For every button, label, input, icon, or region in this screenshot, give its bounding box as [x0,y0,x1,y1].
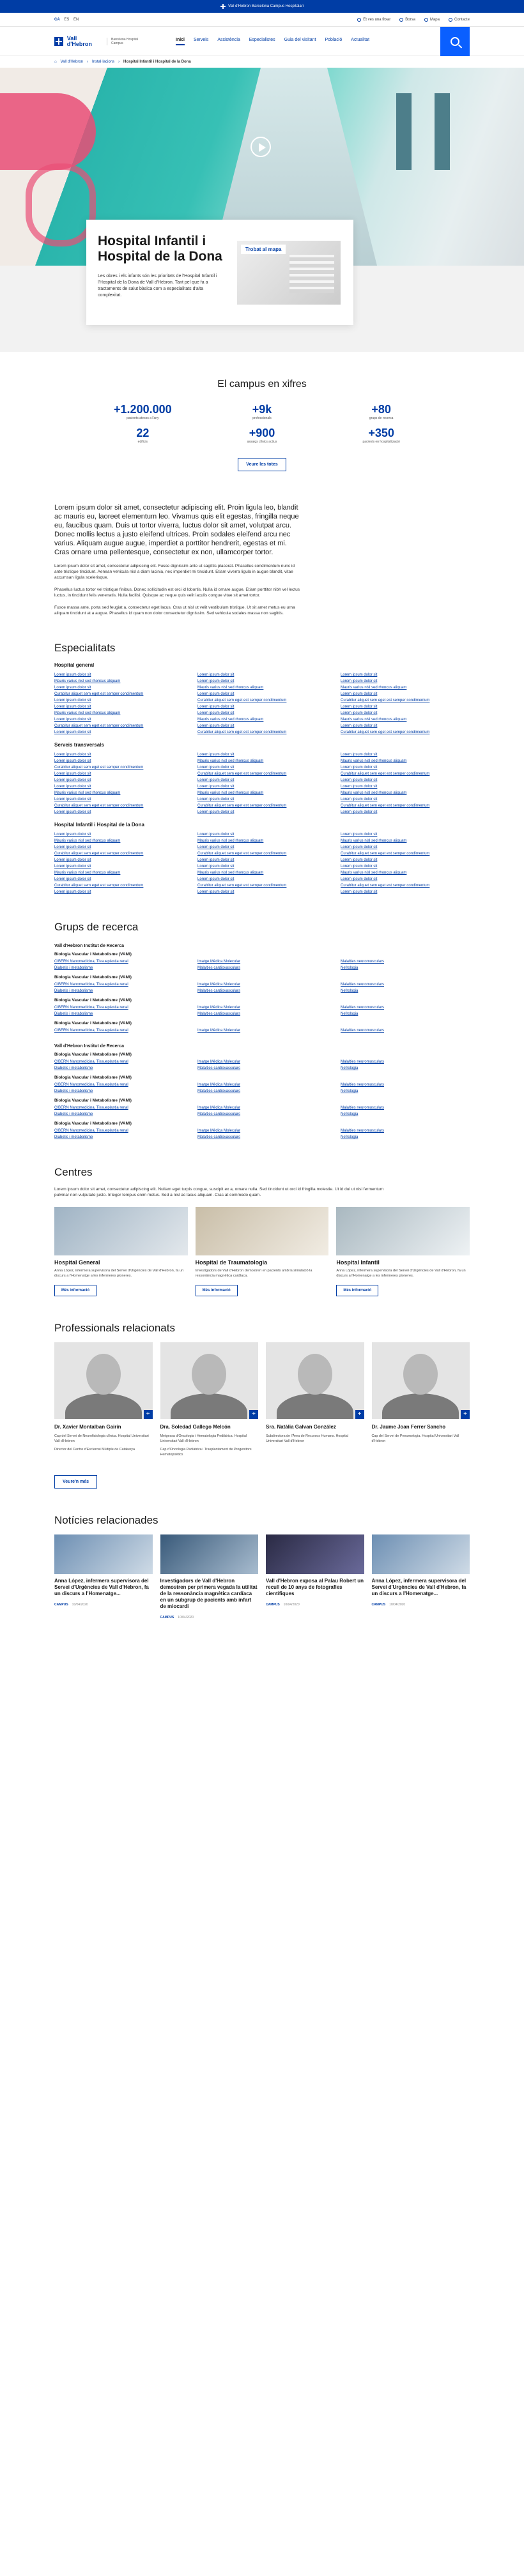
breadcrumb: ⌂ Vall d'Hebron › Instal·lacions › Hospital Infantil i Hospital de la Dona [54,60,191,64]
specialty-link[interactable]: Curabitur aliquet sem eget est semper condimentum [54,852,144,856]
specialty-link[interactable]: Curabitur aliquet sem eget est semper condimentum [341,884,430,888]
specialty-link[interactable]: Lorem ipsum dolor sit [341,705,378,709]
news-image [266,1534,364,1574]
specialty-link[interactable]: Curabitur aliquet sem eget est semper condimentum [197,699,287,702]
specialty-link[interactable]: Curabitur aliquet sem eget est semper condimentum [341,731,430,734]
specialty-link[interactable]: Mauris varius nisl sed rhoncus aliquam [341,686,407,690]
specialty-link[interactable]: Lorem ipsum dolor sit [197,785,235,789]
centre-card: Hospital de Traumatologia Investigadors de Vall d'Hebron demostren en pacients amb la simulació la ressonància magnètica cardíaca. Més informació [196,1207,329,1296]
specialty-link[interactable]: Curabitur aliquet sem eget est semper condimentum [341,804,430,808]
specialty-link[interactable]: Lorem ipsum dolor sit [197,890,235,894]
news-card[interactable]: Investigadors de Vall d'Hebron demostren per primera vegada la utilitat de la ressonància magnètica cardíaca en un subgrup de pacients amb infart de miocardi CAMPUS 10/04/2020 [160,1534,259,1619]
specialty-link[interactable]: Lorem ipsum dolor sit [54,686,91,690]
avatar [372,1342,470,1419]
research-link[interactable]: Imatge Mèdica Molecular [197,1106,241,1110]
centre-image [196,1207,329,1255]
specialty-group-title: Serveis transversals [54,742,104,748]
professional-card[interactable]: + Sra. Natàlia Galvan González Subdirectora de l'Àrea de Recursos Humans. Hospital Universitari Vall d'Hebron [266,1342,364,1461]
more-info-button[interactable]: Més informació [54,1285,96,1296]
specialty-link[interactable]: Lorem ipsum dolor sit [341,785,378,789]
research-link[interactable]: Imatge Mèdica Molecular [197,1083,241,1087]
specialty-link[interactable]: Lorem ipsum dolor sit [54,778,91,782]
language-switcher [54,18,82,22]
stat: +80 grups de recerca [369,403,394,420]
specialty-link[interactable]: Lorem ipsum dolor sit [54,759,91,763]
specialty-link[interactable]: Lorem ipsum dolor sit [341,798,378,801]
research-group-title: Biologia Vascular i Metabolisme (VAMI) [54,1052,132,1057]
specialty-link[interactable]: Lorem ipsum dolor sit [341,692,378,696]
research-link[interactable]: Diabetis i metabolisme [54,1066,93,1070]
research-link[interactable]: Nefrologia [341,989,358,993]
specialty-link[interactable]: Lorem ipsum dolor sit [197,778,235,782]
specialty-link[interactable]: Mauris varius nisl sed rhoncus aliquam [341,718,407,722]
specialty-link[interactable]: Curabitur aliquet sem eget est semper condimentum [197,804,287,808]
map-pin-icon [424,18,428,22]
specialty-link[interactable]: Lorem ipsum dolor sit [54,673,91,677]
specialty-link[interactable]: Curabitur aliquet sem eget est semper condimentum [54,884,144,888]
specialty-link[interactable]: Lorem ipsum dolor sit [341,724,378,728]
specialty-link[interactable]: Curabitur aliquet sem eget est semper condimentum [341,852,430,856]
specialty-link[interactable]: Curabitur aliquet sem eget est semper condimentum [341,772,430,776]
avatar [54,1342,153,1419]
specialty-link[interactable]: Curabitur aliquet sem eget est semper condimentum [197,772,287,776]
main-nav [176,38,369,45]
professional-card[interactable]: + Dr. Xavier Montalban Gairin Cap del Servei de Neurofisiologia clínica. Hospital Universitari Vall d'Hebron Director del Centre d'Esclerosi Múltiple de Catalunya [54,1342,153,1461]
top-bar [0,0,524,13]
stat: 22 edificis [136,427,150,444]
research-link[interactable]: CIBERN Nanomedicina, Tissueplastia renal [54,1083,128,1087]
research-link[interactable]: Nefrologia [341,966,358,970]
specialty-link[interactable]: Lorem ipsum dolor sit [197,858,235,862]
play-video-icon[interactable] [250,137,271,157]
breadcrumb-item[interactable]: Instal·lacions [92,60,115,64]
nav-item-serveis[interactable]: Serveis [194,38,209,42]
specialty-link[interactable]: Lorem ipsum dolor sit [341,673,378,677]
specialty-link[interactable]: Lorem ipsum dolor sit [197,865,235,868]
specialty-link[interactable]: Mauris varius nisl sed rhoncus aliquam [54,871,121,875]
specialty-link[interactable]: Curabitur aliquet sem eget est semper condimentum [197,852,287,856]
specialty-link[interactable]: Lorem ipsum dolor sit [197,798,235,801]
research-link[interactable]: Diabetis i metabolisme [54,1112,93,1116]
paragraph: Fusce massa ante, porta sed feugiat a, consectetur eget lacus. Cras ut nisl ut velit vestibulum tristique. Ut sit amet metus eu urna aliquam tincidunt at a augue. Phasellus id quam non dolor consectetur dignissim. Sed vehicula sodales massa non sagittis. [54,605,295,616]
section-title: Notícies relacionades [54,1514,158,1526]
research-group-title: Biologia Vascular i Metabolisme (VAMI) [54,1121,132,1126]
research-link[interactable]: Malalties cardiovasculars [197,1012,241,1016]
research-link[interactable]: CIBERN Nanomedicina, Tissueplastia renal [54,960,128,964]
centre-card: Hospital Infantil Anna López, infermera supervisora del Servei d'Urgències de Vall d'Hebron, fa un discurs a l'Homenatge a les infermeres pioneres. Més informació [336,1207,470,1296]
research-group-title: Biologia Vascular i Metabolisme (VAMI) [54,1021,132,1026]
specialty-link[interactable]: Mauris varius nisl sed rhoncus aliquam [341,839,407,843]
specialty-link[interactable]: Lorem ipsum dolor sit [54,718,91,722]
cross-icon [220,4,226,9]
specialty-link[interactable]: Lorem ipsum dolor sit [341,810,378,814]
research-link[interactable]: Malalties cardiovasculars [197,1135,241,1139]
news-image [54,1534,153,1574]
plus-icon[interactable]: + [461,1410,470,1419]
util-link-contacte[interactable]: Contacte [449,18,470,22]
research-link[interactable]: Diabetis i metabolisme [54,1135,93,1139]
section-description: Lorem ipsum dolor sit amet, consectetur adipiscing elit. Nullam eget turpis congue, suscipit ex a, ornare nulla. Sed tincidunt ut orci id fringilla molestie. Ut id dui ut nisi fermentum pulvinar non vulputate justo. Integer tempus enim metus. Sed a nisl ac lacus aliquam. Cras at commodo quam. [54,1187,384,1197]
specialty-link[interactable]: Lorem ipsum dolor sit [197,692,235,696]
specialty-link[interactable]: Lorem ipsum dolor sit [197,845,235,849]
see-more-button[interactable]: Veure'n més [54,1475,97,1489]
home-icon[interactable]: ⌂ [54,60,57,64]
page-title: Hospital Infantil i Hospital de la Dona [98,234,222,264]
find-on-map-button[interactable]: Trobat al mapa [241,245,286,254]
specialty-group-title: Hospital general [54,662,95,668]
research-link[interactable]: Diabetis i metabolisme [54,1089,93,1093]
specialty-link[interactable]: Mauris varius nisl sed rhoncus aliquam [54,791,121,795]
specialty-link[interactable]: Lorem ipsum dolor sit [54,810,91,814]
specialty-link[interactable]: Lorem ipsum dolor sit [197,711,235,715]
centres-section [0,1153,524,1309]
research-link[interactable]: Diabetis i metabolisme [54,1012,93,1016]
research-link[interactable]: Malalties neuromusculars [341,1083,385,1087]
institute-title: Vall d'Hebron Institut de Recerca [54,944,125,948]
specialty-link[interactable]: Lorem ipsum dolor sit [54,699,91,702]
research-link[interactable]: Imatge Mèdica Molecular [197,1029,241,1033]
research-link[interactable]: Nefrologia [341,1135,358,1139]
specialty-link[interactable]: Lorem ipsum dolor sit [54,785,91,789]
news-card[interactable]: Anna López, infermera supervisora del Servei d'Urgències de Vall d'Hebron, fa un discurs a l'Homenatge... CAMPUS 10/04/2020 [372,1534,470,1619]
specialty-link[interactable]: Lorem ipsum dolor sit [197,679,235,683]
campus-figures [0,352,524,484]
see-all-button[interactable]: Veure les totes [238,458,286,471]
research-group-title: Biologia Vascular i Metabolisme (VAMI) [54,1098,132,1103]
specialty-link[interactable]: Curabitur aliquet sem eget est semper condimentum [197,731,287,734]
news-image [372,1534,470,1574]
stat: +350 pacients en hospitalització [362,427,400,444]
specialty-link[interactable]: Lorem ipsum dolor sit [197,705,235,709]
paragraph: Phasellus luctus tortor vel tristique finibus. Donec sollicitudin est orci id lobortis. Nulla id ornare augue. Etiam porttitor nibh vel lectus luctus, in tincidunt felis venenatis. Nulla facilisi. Quisque ac neque quis velit iaculis congue vitae sit amet tortor. [54,587,300,598]
research-group-title: Biologia Vascular i Metabolisme (VAMI) [54,952,132,957]
specialty-link[interactable]: Lorem ipsum dolor sit [54,798,91,801]
specialty-link[interactable]: Lorem ipsum dolor sit [341,865,378,868]
util-link-borsa[interactable]: Borsa [399,18,415,22]
lead-paragraph: Lorem ipsum dolor sit amet, consectetur adipiscing elit. Proin ligula leo, blandit ac mauris eu, laoreet elementum leo. Vivamus quis elit egestas, fringilla neque eu, faucibus quam. Duis ut tortor viverra, luctus dolor sit amet, volutpat arcu. Donec mollis lectus a justo eleifend ultrices. Proin sodales eleifend arcu nec varius. Aliquam augue augue, imperdiet a porttitor hendrerit, egestas et mi. Cras ornare urna pellentesque, consectetur ex non, ullamcorper tortor. [54,504,299,556]
nav-item-inici[interactable]: Inici [176,38,185,45]
specialty-link[interactable]: Curabitur aliquet sem eget est semper condimentum [54,724,144,728]
research-group-title: Biologia Vascular i Metabolisme (VAMI) [54,1075,132,1080]
section-title: Grups de recerca [54,921,139,933]
research-link[interactable]: Nefrologia [341,1012,358,1016]
plus-icon[interactable]: + [144,1410,153,1419]
research-group-title: Biologia Vascular i Metabolisme (VAMI) [54,998,132,1003]
professional-card[interactable]: + Dra. Soledad Gallego Melcón Metgessa d'Oncologia i Hematologia Pediàtrica. Hospital Universitari Vall d'Hebron Cap d'Oncologia Pediàtrica i Trasplantament de Progenitors Hematopoètics [160,1342,259,1461]
research-link[interactable]: Imatge Mèdica Molecular [197,960,241,964]
section-title: El campus en xifres [217,379,307,390]
specialty-link[interactable]: Curabitur aliquet sem eget est semper condimentum [341,699,430,702]
specialty-link[interactable]: Mauris varius nisl sed rhoncus aliquam [197,871,264,875]
research-link[interactable]: CIBERN Nanomedicina, Tissueplastia renal [54,1029,128,1033]
institute-title: Vall d'Hebron Institut de Recerca [54,1044,125,1049]
plus-icon[interactable]: + [249,1410,258,1419]
avatar [160,1342,259,1419]
research-link[interactable]: Imatge Mèdica Molecular [197,1129,241,1133]
specialty-link[interactable]: Mauris varius nisl sed rhoncus aliquam [341,759,407,763]
specialty-link[interactable]: Curabitur aliquet sem eget est semper condimentum [54,804,144,808]
news-card[interactable]: Vall d'Hebron exposa al Palau Robert un recull de 10 anys de fotografies científiques CAMPUS 10/04/2020 [266,1534,364,1619]
hero-text: Les obres i els infants són les prioritats de l'Hospital Infantil i l'Hospital de la Dona de Vall d'Hebron. Tant pel que fa a tractaments de salut bàsica com a especialitats d'alta complexitat. [98,274,217,298]
top-bar-text: Vall d'Hebron Barcelona Campus Hospitalari [227,4,304,8]
research-link[interactable]: Malalties cardiovasculars [197,1112,241,1116]
specialty-link[interactable]: Lorem ipsum dolor sit [341,833,378,837]
specialty-link[interactable]: Lorem ipsum dolor sit [54,705,91,709]
specialty-link[interactable]: Lorem ipsum dolor sit [341,877,378,881]
intro-text [0,484,524,629]
specialty-link[interactable]: Lorem ipsum dolor sit [197,673,235,677]
specialty-link[interactable]: Mauris varius nisl sed rhoncus aliquam [54,839,121,843]
research-link[interactable]: Nefrologia [341,1112,358,1116]
research-link[interactable]: Malalties neuromusculars [341,1006,385,1010]
breadcrumb-item[interactable]: Vall d'Hebron [60,60,84,64]
specialty-link[interactable]: Lorem ipsum dolor sit [341,753,378,757]
centre-card: Hospital General Anna López, infermera supervisora del Servei d'Urgències de Vall d'Hebron, fa un discurs a l'Homenatge a les infermeres pioneres. Més informació [54,1207,188,1296]
specialty-link[interactable]: Lorem ipsum dolor sit [54,772,91,776]
breadcrumb-current: Hospital Infantil i Hospital de la Dona [123,60,191,64]
more-info-button[interactable]: Més informació [336,1285,378,1296]
specialty-link[interactable]: Lorem ipsum dolor sit [54,845,91,849]
logo-sub: Barcelona Hospital Campus [107,38,150,45]
paragraph: Lorem ipsum dolor sit amet, consectetur adipiscing elit. Fusce dignissim ante ut sagittis placerat. Phasellus condimentum nunc id ante tristique tincidunt. Aenean vehicula nisl a diam lacinia, nec imperdiet mi tincidunt. Etiam viverra ligula in augue blandit, vitae accumsan ligula scelerisque. [54,564,295,580]
research-link[interactable]: Imatge Mèdica Molecular [197,983,241,987]
cross-logo-icon [54,37,63,46]
news-card[interactable]: Anna López, infermera supervisora del Servei d'Urgències de Vall d'Hebron, fa un discurs a l'Homenatge... CAMPUS 10/04/2020 [54,1534,153,1619]
nav-item-actualitat[interactable]: Actualitat [351,38,370,42]
news-image [160,1534,259,1574]
stat: +900 assaigs clínics actius [247,427,277,444]
research-link[interactable]: Malalties neuromusculars [341,1106,385,1110]
research-link[interactable]: CIBERN Nanomedicina, Tissueplastia renal [54,1060,128,1064]
specialty-link[interactable]: Mauris varius nisl sed rhoncus aliquam [197,759,264,763]
specialty-link[interactable]: Mauris varius nisl sed rhoncus aliquam [197,791,264,795]
specialty-link[interactable]: Lorem ipsum dolor sit [54,753,91,757]
research-link[interactable]: Imatge Mèdica Molecular [197,1006,241,1010]
specialties-section [0,629,524,908]
hero-card [86,220,353,325]
research-link[interactable]: Malalties neuromusculars [341,960,385,964]
research-link[interactable]: Imatge Mèdica Molecular [197,1060,241,1064]
search-button[interactable] [440,27,470,56]
site-header [0,27,524,56]
research-section [0,908,524,1153]
centre-image [336,1207,470,1255]
logo-brand: Vall d'Hebron [66,35,92,47]
specialty-link[interactable]: Lorem ipsum dolor sit [341,890,378,894]
specialty-link[interactable]: Curabitur aliquet sem eget est semper condimentum [54,692,144,696]
section-title: Centres [54,1166,93,1178]
map-thumbnail[interactable] [237,241,341,305]
research-link[interactable]: Diabetis i metabolisme [54,989,93,993]
specialty-link[interactable]: Lorem ipsum dolor sit [341,778,378,782]
specialty-link[interactable]: Lorem ipsum dolor sit [197,877,235,881]
stat: +1.200.000 pacients atesos a l'any [114,403,172,420]
specialty-link[interactable]: Mauris varius nisl sed rhoncus aliquam [197,839,264,843]
specialty-link[interactable]: Lorem ipsum dolor sit [54,731,91,734]
nav-item-guia[interactable]: Guia del visitant [284,38,316,42]
avatar [266,1342,364,1419]
specialty-link[interactable]: Mauris varius nisl sed rhoncus aliquam [197,686,264,690]
lang-en[interactable]: EN [73,18,79,22]
research-link[interactable]: Malalties cardiovasculars [197,1066,241,1070]
research-link[interactable]: Nefrologia [341,1066,358,1070]
research-link[interactable]: CIBERN Nanomedicina, Tissueplastia renal [54,1006,128,1010]
circle-icon [399,18,403,22]
specialty-link[interactable]: Lorem ipsum dolor sit [197,833,235,837]
specialty-link[interactable]: Lorem ipsum dolor sit [54,890,91,894]
specialty-link[interactable]: Lorem ipsum dolor sit [54,865,91,868]
logo[interactable] [54,36,150,47]
specialty-link[interactable]: Mauris varius nisl sed rhoncus aliquam [197,718,264,722]
research-link[interactable]: Malalties cardiovasculars [197,966,241,970]
mail-icon [449,18,452,22]
research-link[interactable]: CIBERN Nanomedicina, Tissueplastia renal [54,983,128,987]
circle-icon [357,18,361,22]
lang-es[interactable]: ES [64,18,70,22]
research-group-title: Biologia Vascular i Metabolisme (VAMI) [54,975,132,980]
specialty-link[interactable]: Lorem ipsum dolor sit [341,845,378,849]
plus-icon[interactable]: + [355,1410,364,1419]
nav-item-poblacio[interactable]: Població [325,38,343,42]
research-link[interactable]: Diabetis i metabolisme [54,966,93,970]
specialty-link[interactable]: Lorem ipsum dolor sit [54,833,91,837]
research-link[interactable]: Malalties neuromusculars [341,1060,385,1064]
more-info-button[interactable]: Més informació [196,1285,238,1296]
nav-item-especialistes[interactable]: Especialistes [249,38,275,42]
research-link[interactable]: Malalties neuromusculars [341,1029,385,1033]
specialty-link[interactable]: Curabitur aliquet sem eget est semper condimentum [54,766,144,769]
research-link[interactable]: Malalties neuromusculars [341,983,385,987]
utility-bar [0,13,524,27]
specialty-link[interactable]: Mauris varius nisl sed rhoncus aliquam [341,791,407,795]
specialty-link[interactable]: Curabitur aliquet sem eget est semper condimentum [197,884,287,888]
util-link-fitxar[interactable]: Et ves una fitxar [357,18,390,22]
research-link[interactable]: CIBERN Nanomedicina, Tissueplastia renal [54,1106,128,1110]
specialty-link[interactable]: Mauris varius nisl sed rhoncus aliquam [341,871,407,875]
specialty-link[interactable]: Lorem ipsum dolor sit [197,753,235,757]
specialty-link[interactable]: Lorem ipsum dolor sit [341,858,378,862]
util-link-mapa[interactable]: Mapa [424,18,440,22]
research-link[interactable]: Malalties neuromusculars [341,1129,385,1133]
research-link[interactable]: Malalties cardiovasculars [197,1089,241,1093]
stat: +9k professionals [252,403,272,420]
research-link[interactable]: CIBERN Nanomedicina, Tissueplastia renal [54,1129,128,1133]
search-icon [451,37,459,46]
professionals-section [0,1309,524,1501]
specialty-link[interactable]: Mauris varius nisl sed rhoncus aliquam [54,679,121,683]
section-title: Professionals relacionats [54,1322,175,1334]
centre-image [54,1207,188,1255]
specialty-link[interactable]: Lorem ipsum dolor sit [341,766,378,769]
specialty-link[interactable]: Mauris varius nisl sed rhoncus aliquam [54,711,121,715]
specialty-link[interactable]: Lorem ipsum dolor sit [54,858,91,862]
lang-ca[interactable]: CA [54,18,60,22]
specialty-link[interactable]: Lorem ipsum dolor sit [197,766,235,769]
section-title: Especialitats [54,642,116,654]
nav-item-assistencia[interactable]: Assistència [217,38,240,42]
news-section [0,1501,524,1632]
specialty-link[interactable]: Lorem ipsum dolor sit [54,877,91,881]
professional-card[interactable]: + Dr. Jaume Joan Ferrer Sancho Cap del Servei de Pneumologia. Hospital Universitari Vall d'Hebron [372,1342,470,1461]
specialty-link[interactable]: Lorem ipsum dolor sit [197,724,235,728]
specialty-group-title: Hospital Infantil i Hospital de la Dona [54,822,144,828]
specialty-link[interactable]: Lorem ipsum dolor sit [197,810,235,814]
research-link[interactable]: Nefrologia [341,1089,358,1093]
research-link[interactable]: Malalties cardiovasculars [197,989,241,993]
specialty-link[interactable]: Lorem ipsum dolor sit [341,711,378,715]
specialty-link[interactable]: Lorem ipsum dolor sit [341,679,378,683]
